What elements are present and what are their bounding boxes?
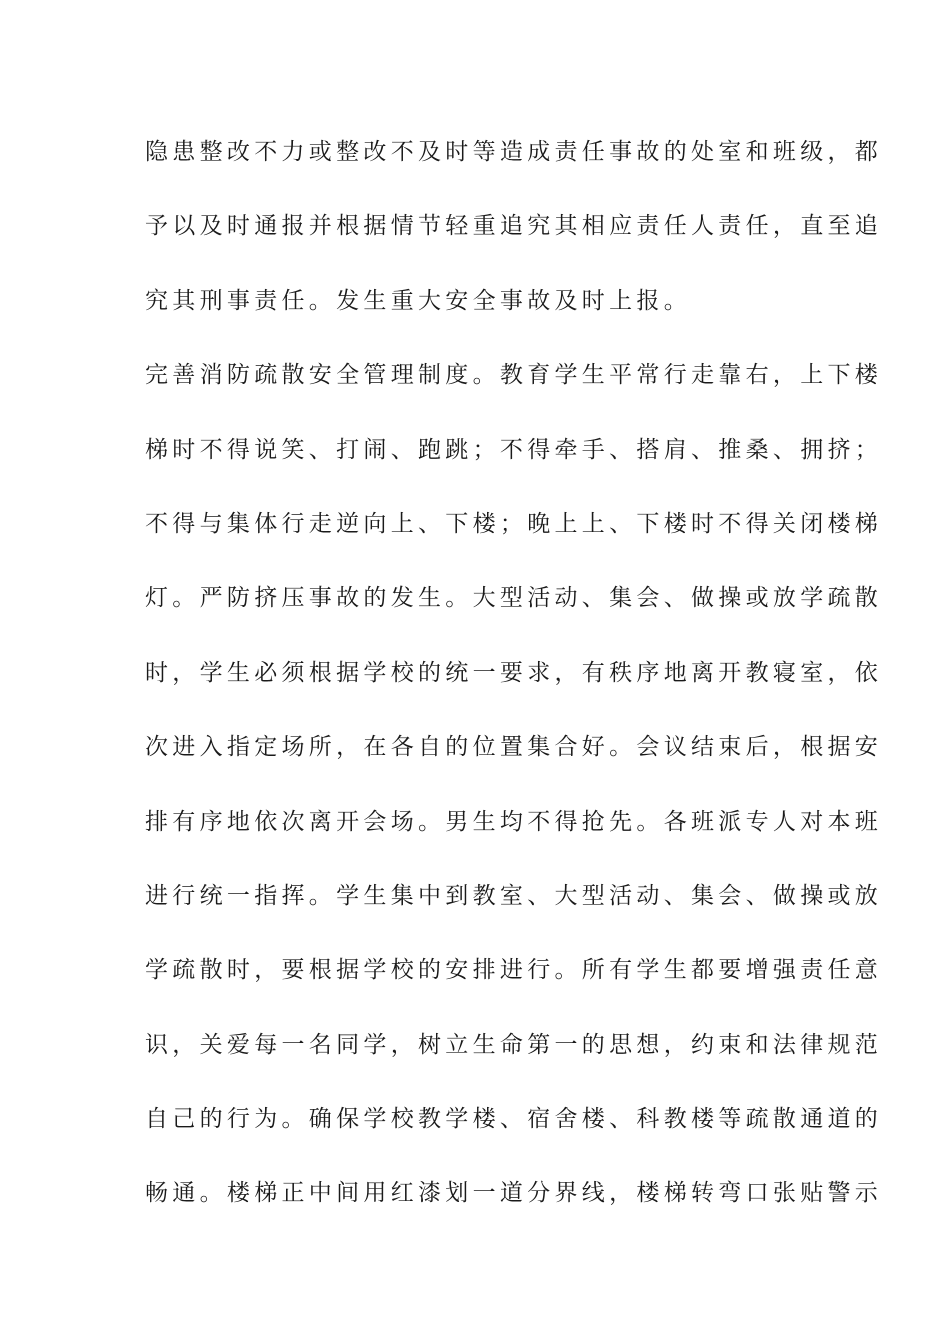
text-line: 排有序地依次离开会场。男生均不得抢先。各班派专人对本班 bbox=[145, 808, 883, 835]
text-line: 予以及时通报并根据情节轻重追究其相应责任人责任，直至追 bbox=[145, 213, 883, 240]
text-line: 不得与集体行走逆向上、下楼；晚上上、下楼时不得关闭楼梯 bbox=[145, 510, 883, 537]
text-line: 自己的行为。确保学校教学楼、宿舍楼、科教楼等疏散通道的 bbox=[145, 1106, 883, 1133]
text-line: 究其刑事责任。发生重大安全事故及时上报。 bbox=[145, 287, 691, 314]
text-line: 灯。严防挤压事故的发生。大型活动、集会、做操或放学疏散 bbox=[145, 585, 883, 612]
text-line: 完善消防疏散安全管理制度。教育学生平常行走靠右，上下楼 bbox=[145, 362, 883, 389]
text-line: 隐患整改不力或整改不及时等造成责任事故的处室和班级，都 bbox=[145, 139, 883, 165]
text-line: 进行统一指挥。学生集中到教室、大型活动、集会、做操或放 bbox=[145, 882, 883, 909]
text-line: 次进入指定场所，在各自的位置集合好。会议结束后，根据安 bbox=[145, 734, 883, 761]
text-line: 畅通。楼梯正中间用红漆划一道分界线，楼梯转弯口张贴警示 bbox=[145, 1180, 883, 1207]
text-line: 识，关爱每一名同学，树立生命第一的思想，约束和法律规范 bbox=[145, 1031, 883, 1058]
text-line: 梯时不得说笑、打闹、跑跳；不得牵手、搭肩、推桑、拥挤； bbox=[145, 436, 883, 463]
text-line: 学疏散时，要根据学校的安排进行。所有学生都要增强责任意 bbox=[145, 957, 883, 984]
text-line: 时，学生必须根据学校的统一要求，有秩序地离开教寝室，依 bbox=[145, 659, 883, 686]
body-text bbox=[145, 128, 883, 1244]
